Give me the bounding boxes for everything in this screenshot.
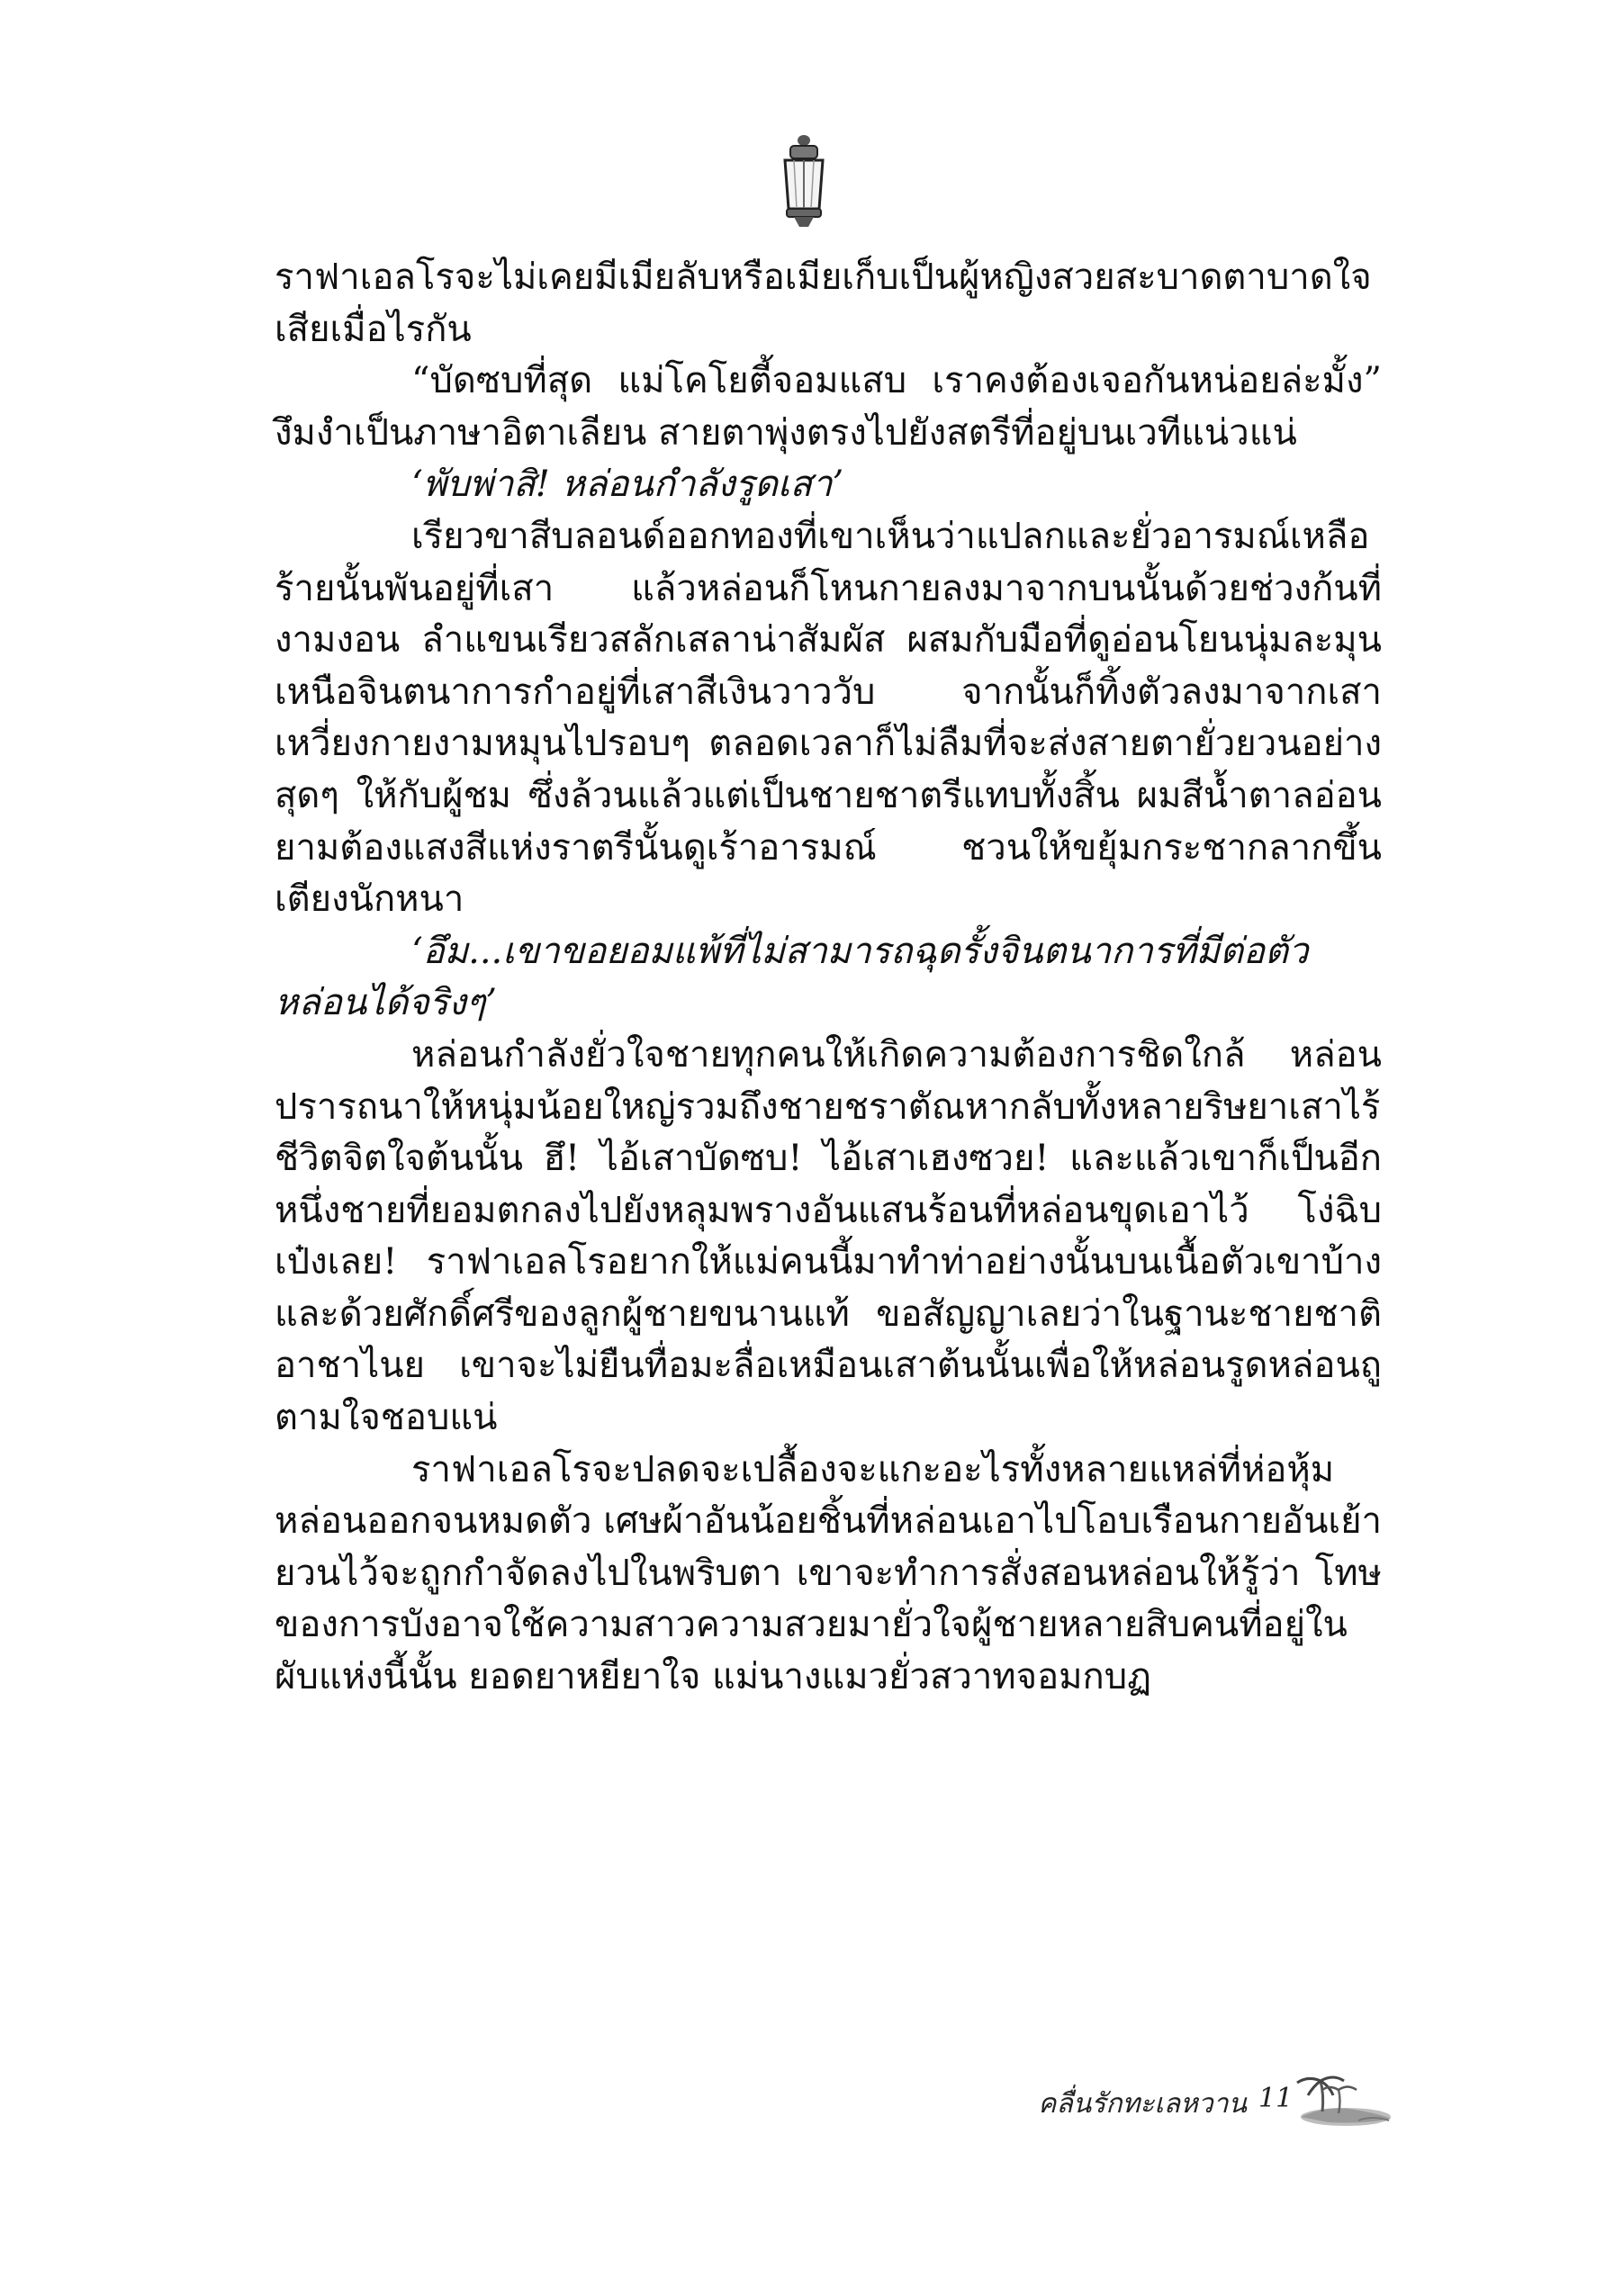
island-palm-icon bbox=[1292, 2070, 1393, 2129]
paragraph: ราฟาเอลโรจะปลดจะเปลื้องจะแกะอะไรทั้งหลายแหล่ที่ห่อหุ้มหล่อนออกจนหมดตัว เศษผ้าอันน้อยชิ้นที่หล่อนเอาไปโอบเรือนกายอันเย้ายวนไว้จะถูกกำจัดลงไปในพริบตา เขาจะทำการสั่งสอนหล่อนให้รู้ว่า โทษของการบังอาจใช้ความสาวความสวยมายั่วใจผู้ชายหลายสิบคนที่อยู่ในผับแห่งนี้นั้น ยอดยาหยียาใจ แม่นางแมวยั่วสวาทจอมกบฏ bbox=[275, 1448, 1382, 1698]
page-footer bbox=[972, 2070, 1395, 2133]
paragraph: ราฟาเอลโรจะไม่เคยมีเมียลับหรือเมียเก็บเป็นผู้หญิงสวยสะบาดตาบาดใจเสียเมื่อไรกัน bbox=[275, 257, 1372, 350]
paragraph: หล่อนกำลังยั่วใจชายทุกคนให้เกิดความต้องการชิดใกล้ หล่อนปรารถนาให้หนุ่มน้อยใหญ่รวมถึงชายชราตัณหากลับทั้งหลายริษยาเสาไร้ชีวิตจิตใจต้นนั้น ฮึ! ไอ้เสาบัดซบ! ไอ้เสาเฮงซวย! และแล้วเขาก็เป็นอีกหนึ่งชายที่ยอมตกลงไปยังหลุมพรางอันแสนร้อนที่หล่อนขุดเอาไว้ โง่ฉิบเป๋งเลย! ราฟาเอลโรอยากให้แม่คนนี้มาทำท่าอย่างนั้นบนเนื้อตัวเขาบ้าง และด้วยศักดิ์ศรีของลูกผู้ชายขนานแท้ ขอสัญญาเลยว่าในฐานะชายชาติอาชาไนย เขาจะไม่ยืนทื่อมะลื่อเหมือนเสาต้นนั้นเพื่อให้หล่อนรูดหล่อนถูตามใจชอบแน่ bbox=[275, 1033, 1382, 1439]
paragraph: ‘พับพ่าสิ! หล่อนกำลังรูดเสา’ bbox=[411, 464, 844, 506]
page-number: 11 bbox=[1258, 2083, 1294, 2114]
paragraph: เรียวขาสีบลอนด์ออกทองที่เขาเห็นว่าแปลกและยั่วอารมณ์เหลือร้ายนั้นพันอยู่ที่เสา แล้วหล่อนก็โหนกายลงมาจากบนนั้นด้วยช่วงก้นที่งามงอน ลำแขนเรียวสลักเสลาน่าสัมผัส ผสมกับมือที่ดูอ่อนโยนนุ่มละมุนเหนือจินตนาการกำอยู่ที่เสาสีเงินวาววับ จากนั้นก็ทิ้งตัวลงมาจากเสา เหวี่ยงกายงามหมุนไปรอบๆ ตลอดเวลาก็ไม่ลืมที่จะส่งสายตายั่วยวนอย่างสุดๆ ให้กับผู้ชม ซึ่งล้วนแล้วแต่เป็นชายชาตรีแทบทั้งสิ้น ผมสีน้ำตาลอ่อนยามต้องแสงสีแห่งราตรีนั้นดูเร้าอารมณ์ ชวนให้ขยุ้มกระชากลากขึ้นเตียงนักหนา bbox=[275, 515, 1382, 921]
paragraph: ‘อึม...เขาขอยอมแพ้ที่ไม่สามารถฉุดรั้งจินตนาการที่มีต่อตัวหล่อนได้จริงๆ’ bbox=[275, 930, 1309, 1024]
book-title: คลื่นรักทะเลหวาน bbox=[1038, 2088, 1247, 2120]
paragraph: “บัดซบที่สุด แม่โคโยตี้จอมแสบ เราคงต้องเจอกันหน่อยล่ะมั้ง” งึมงำเป็นภาษาอิตาเลียน สายตาพุ่งตรงไปยังสตรีที่อยู่บนเวทีแน่วแน่ bbox=[275, 360, 1382, 454]
body-text bbox=[275, 252, 1382, 1704]
lantern-icon bbox=[772, 133, 835, 230]
